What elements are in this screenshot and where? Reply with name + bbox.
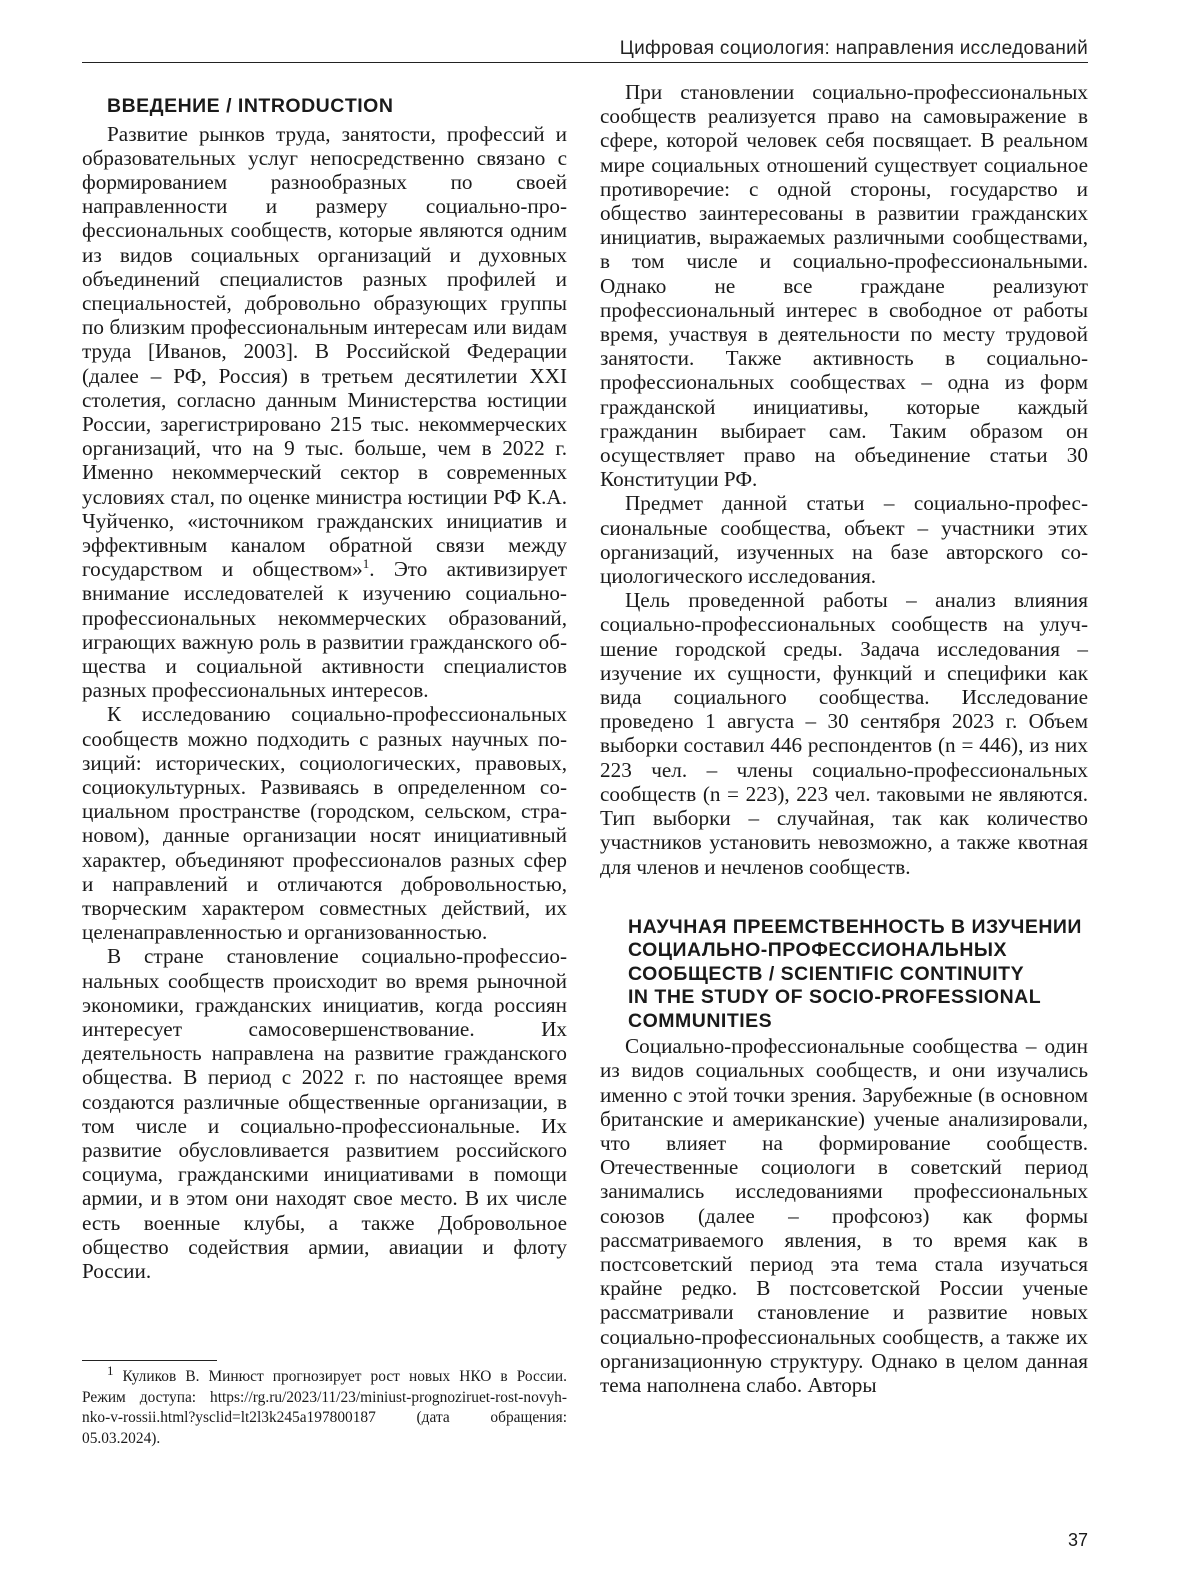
header-rule [82, 62, 1088, 63]
footnote-text: Куликов В. Минюст прогнозирует рост новых НКО в России. Режим доступа: https://rg.ru/2023/11/23/miniust-prognoziruet-rost-novyh-nko-v-rossii.html?ysclid=lt2l3k245a197800187 (дата обращения: 05.03.2024). [82, 1368, 567, 1447]
left-column [82, 80, 567, 1283]
heading-line: СООБЩЕСТВ / SCIENTIFIC CONTINUITY [628, 962, 1025, 985]
heading-line: IN THE STUDY OF SOCIO-PROFESSIONAL [628, 986, 1042, 1009]
footnote [82, 1362, 567, 1449]
section-heading-introduction: ВВЕДЕНИЕ / INTRODUCTION [107, 95, 394, 117]
footnote-number: 1 [107, 1362, 114, 1378]
paragraph: При становлении социально-профессиональных сообществ реализуется право на самовыражение в сфере, которой человек себя посвящает. В реальном мире социальных отношений существует социальное противоречие: с одной стороны, государство и общество заинтересованы в развитии гражданских инициатив, выражаемых различными сообществами, в том числе и социально-профессиональными. Однако не все граждане реализуют профессиональный интерес в свободное от работы время, участвуя в деятельности по месту трудовой занятости. Также активность в социально-профессиональных сообществах – одна из форм гражданской инициативы, которые каждый гражданин выбирает сам. Таким образом он осуществляет право на объединение статьи 30 Конституции РФ. [600, 80, 1088, 492]
footnote-rule [82, 1360, 217, 1361]
paragraph: В стране становление социально-профессиональных сообществ происходит во время рыночной экономики, гражданских инициатив, когда россиян интересует самосовершенствование. Их деятельность направлена на развитие гражданского общества. В период с 2022 г. по настоящее время создаются различные общественные организации, в том числе и социально-профессиональные. Их развитие обусловливается развитием российского социума, гражданскими инициативами в помощи армии, и в этом они находят свое место. В их числе есть военные клубы, а также Добровольное общество содействия армии, авиации и флоту России. [82, 944, 567, 1284]
paragraph: К исследованию социально-профессиональных сообществ можно подходить с разных научных позиций: исторических, социологических, правовых, социокультурных. Развиваясь в определенном социальном пространстве (городском, сельском, страновом), данные организации носят инициативный характер, объединяют профессионалов разных сфер и направлений и отличаются добровольностью, творческим характером совместных действий, их целенаправленностью и организованностью. [82, 702, 567, 945]
running-head: Цифровая социология: направления исследований [619, 38, 1088, 59]
paragraph-text: . Это активизирует внимание исследователей к изучению социально-профессиональных некоммерческих образований, играющих важную роль в развитии гражданского общества и социальной активности специалистов разных профессиональных интересов. [82, 557, 567, 703]
heading-line: COMMUNITIES [628, 1009, 773, 1032]
right-column [600, 80, 1088, 1397]
footnote-reference[interactable]: 1 [362, 556, 370, 572]
page-number: 37 [1067, 1530, 1088, 1550]
paragraph: Предмет данной статьи – социально-профессиональные сообщества, объект – участники этих организаций, изученных на базе авторского социологического исследования. [600, 491, 1088, 589]
paragraph [82, 122, 567, 703]
paragraph-text: Развитие рынков труда, занятости, профессий и образовательных услуг непосредственно связано с формированием разнообразных по своей направленности и размеру социально-профессиональных сообществ, которые являются одним из видов социальных организаций и духовных объединений специалистов разных профилей и специальностей, добровольно образующих группы по близким профессиональным интересам или видам труда [Иванов, 2003]. В Российской Федерации (далее – РФ, Россия) в третьем десятилетии XXI столетия, согласно данным Министерства юстиции России, зарегистрировано 215 тыс. некоммерческих организаций, что на 9 тыс. больше, чем в 2022 г. Именно некоммерческий сектор в современных условиях стал, по оценке министра юстиции РФ К.А. Чуйченко, «источником гражданских инициатив и эффективным каналом обратной связи между государством и обществом» [82, 121, 567, 582]
section-heading-scientific-continuity [600, 916, 1088, 1034]
paragraph: Цель проведенной работы – анализ влияния социально-профессиональных сообществ на улучшение городской среды. Задача исследования – изучение их сущности, функций и специфики как вида социального сообщества. Исследование проведено 1 августа – 30 сентября 2023 г. Объем выборки составил 446 респондентов (n = 446), из них 223 чел. – члены социально-профессиональных сообществ (n = 223), 223 чел. таковыми не являются. Тип выборки – случайная, так как количество участников установить невозможно, а также квотная для членов и нечленов сообществ. [600, 588, 1088, 879]
heading-line: НАУЧНАЯ ПРЕЕМСТВЕННОСТЬ В ИЗУЧЕНИИ [628, 915, 1082, 938]
heading-line: СОЦИАЛЬНО-ПРОФЕССИОНАЛЬНЫХ [628, 939, 1007, 962]
paragraph: Социально-профессиональные сообщества – один из видов социальных сообществ, и они изучались именно с этой точки зрения. Зарубежные (в основном британские и американские) ученые анализировали, что влияет на формирование сообществ. Отечественные социологи в советский период занимались исследованиями профессиональных союзов (далее – профсоюз) как формы рассматриваемого явления, в то время как в постсоветский период эта тема стала изучаться крайне редко. В постсоветской России ученые рассматривали становление и развитие новых социально-профессиональных сообществ, а также их организационную структуру. Однако в целом данная тема наполнена слабо. Авторы [600, 1034, 1088, 1398]
